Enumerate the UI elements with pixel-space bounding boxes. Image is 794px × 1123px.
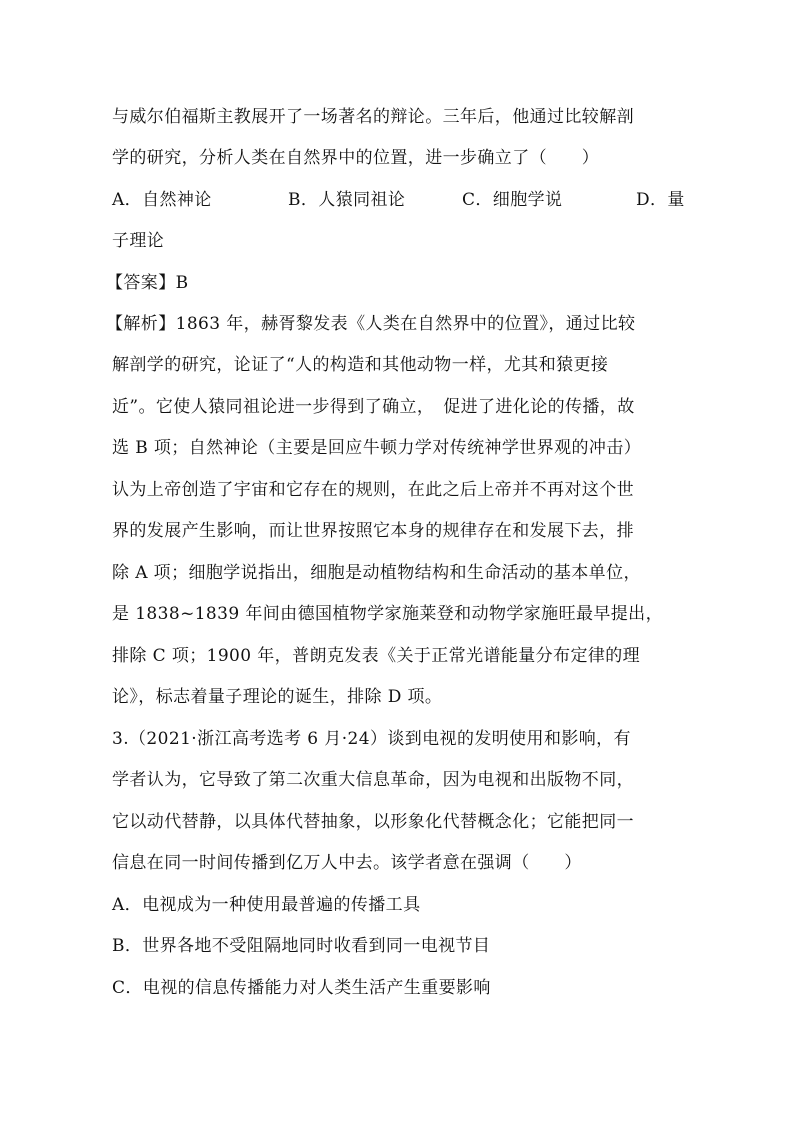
question3-line-1: 3.（2021·浙江高考选考 6 月·24）谈到电视的发明使用和影响，有 [112,729,631,749]
question2-analysis-line-3: 近”。它使人猿同祖论进一步得到了确立， 促进了进化论的传播，故 [112,397,635,417]
question2-analysis-line-4: 选 B 项；自然神论（主要是回应牛顿力学对传统神学世界观的冲击） [112,438,642,458]
question2-analysis-line-2: 解剖学的研究，论证了“人的构造和其他动物一样，尤其和猿更接 [112,355,609,375]
question2-option-d: D．量 [636,190,685,210]
question2-analysis-line-1: 【解析】1863 年，赫胥黎发表《人类在自然界中的位置》，通过比较 [106,314,636,334]
question3-line-4: 信息在同一时间传播到亿万人中去。该学者意在强调（ ） [112,853,582,873]
question3-option-b: B．世界各地不受阻隔地同时收看到同一电视节目 [112,936,491,956]
question2-analysis-line-7: 除 A 项；细胞学说指出，细胞是动植物结构和生命活动的基本单位， [112,563,641,583]
question2-analysis-line-10: 论》，标志着量子理论的诞生，排除 D 项。 [112,687,443,707]
question2-option-a: A．自然神论 [112,190,212,210]
question3-line-2: 学者认为，它导致了第二次重大信息革命，因为电视和出版物不同， [112,770,634,790]
question2-answer: 【答案】B [106,273,189,293]
question2-analysis-line-5: 认为上帝创造了宇宙和它存在的规则，在此之后上帝并不再对这个世 [112,480,634,500]
question3-line-3: 它以动代替静，以具体代替抽象，以形象化代替概念化；它能把同一 [112,812,634,832]
question2-analysis-line-9: 排除 C 项；1900 年，普朗克发表《关于正常光谱能量分布定律的理 [112,646,641,666]
question2-option-c: C．细胞学说 [462,190,563,210]
question3-option-c: C．电视的信息传播能力对人类生活产生重要影响 [112,978,491,998]
question3-option-a: A．电视成为一种使用最普遍的传播工具 [112,895,421,915]
question2-analysis-line-8: 是 1838~1839 年间由德国植物学家施莱登和动物学家施旺最早提出， [112,604,663,624]
question2-option-b: B．人猿同祖论 [288,190,406,210]
question2-option-d-continuation: 子理论 [112,231,165,251]
question2-line-2: 学的研究，分析人类在自然界中的位置，进一步确立了（ ） [112,148,600,168]
question2-line-1: 与威尔伯福斯主教展开了一场著名的辩论。三年后，他通过比较解剖 [112,107,634,127]
question2-analysis-line-6: 界的发展产生影响，而让世界按照它本身的规律存在和发展下去，排 [112,521,634,541]
